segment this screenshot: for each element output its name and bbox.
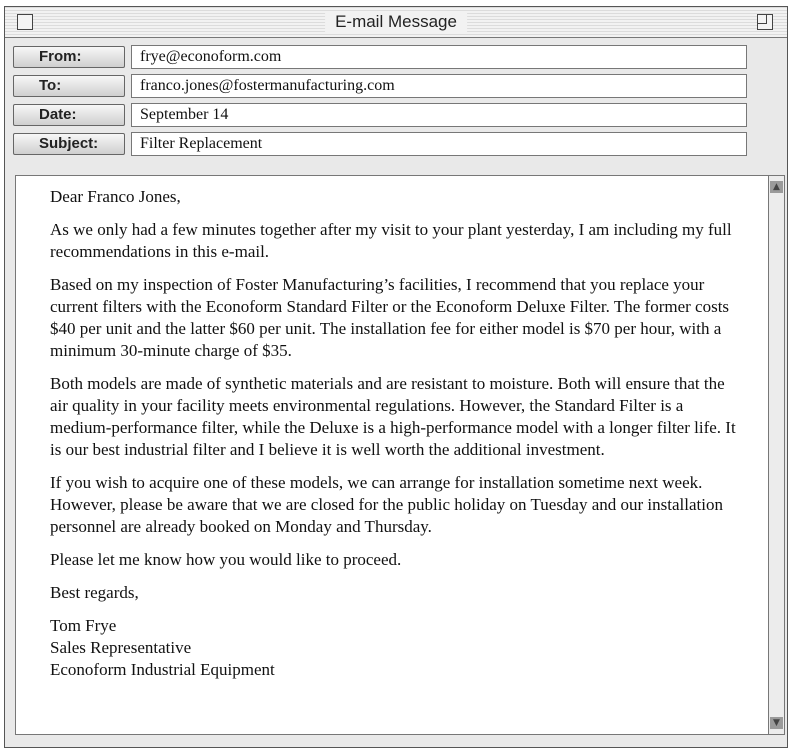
- vertical-scrollbar[interactable]: [769, 175, 785, 735]
- to-row: [5, 74, 787, 100]
- from-row: [5, 45, 787, 71]
- subject-label-button[interactable]: Subject:: [13, 133, 125, 155]
- from-label-button[interactable]: From:: [13, 46, 125, 68]
- signature-name: Tom Frye: [50, 616, 117, 635]
- subject-field[interactable]: Filter Replacement: [131, 132, 747, 156]
- paragraph-1: As we only had a few minutes together after my visit to your plant yesterday, I am including my full recommendations in this e-mail.: [50, 220, 732, 261]
- paragraph-4: If you wish to acquire one of these models, we can arrange for installation sometime next week. However, please be aware that we are closed for the public holiday on Tuesday and our installation personnel are already booked on Monday and Thursday.: [50, 473, 723, 536]
- greeting: Dear Franco Jones,: [50, 187, 181, 206]
- date-field[interactable]: September 14: [131, 103, 747, 127]
- message-text: [50, 186, 740, 681]
- zoom-box-icon[interactable]: [757, 14, 773, 30]
- subject-row: [5, 132, 787, 158]
- date-label-button[interactable]: Date:: [13, 104, 125, 126]
- paragraph-3: Both models are made of synthetic materials and are resistant to moisture. Both will ensure that the air quality in your facility meets environmental regulations. However, the Standard Filter is a medium-performance filter, while the Deluxe is a high-performance model with a longer filter life. It is our best industrial filter and I believe it is well worth the additional investment.: [50, 374, 736, 459]
- title-bar[interactable]: [5, 7, 787, 38]
- window-title: E-mail Message: [325, 11, 467, 33]
- email-window: [4, 6, 788, 748]
- message-body[interactable]: [15, 175, 769, 735]
- to-field[interactable]: franco.jones@fostermanufacturing.com: [131, 74, 747, 98]
- scroll-up-arrow-icon[interactable]: ▲: [770, 181, 783, 193]
- signature-title: Sales Representative: [50, 638, 192, 657]
- signature-company: Econoform Industrial Equipment: [50, 660, 275, 679]
- closing: Best regards,: [50, 583, 139, 602]
- paragraph-5: Please let me know how you would like to proceed.: [50, 550, 402, 569]
- paragraph-2: Based on my inspection of Foster Manufacturing’s facilities, I recommend that you replace your current filters with the Econoform Standard Filter or the Econoform Deluxe Filter. The former costs $40 per unit and the latter $60 per unit. The installation fee for either model is $70 per hour, with a minimum 30-minute charge of $35.: [50, 275, 730, 360]
- scroll-down-arrow-icon[interactable]: ▼: [770, 717, 783, 729]
- close-box-icon[interactable]: [17, 14, 33, 30]
- from-field[interactable]: frye@econoform.com: [131, 45, 747, 69]
- date-row: [5, 103, 787, 129]
- to-label-button[interactable]: To:: [13, 75, 125, 97]
